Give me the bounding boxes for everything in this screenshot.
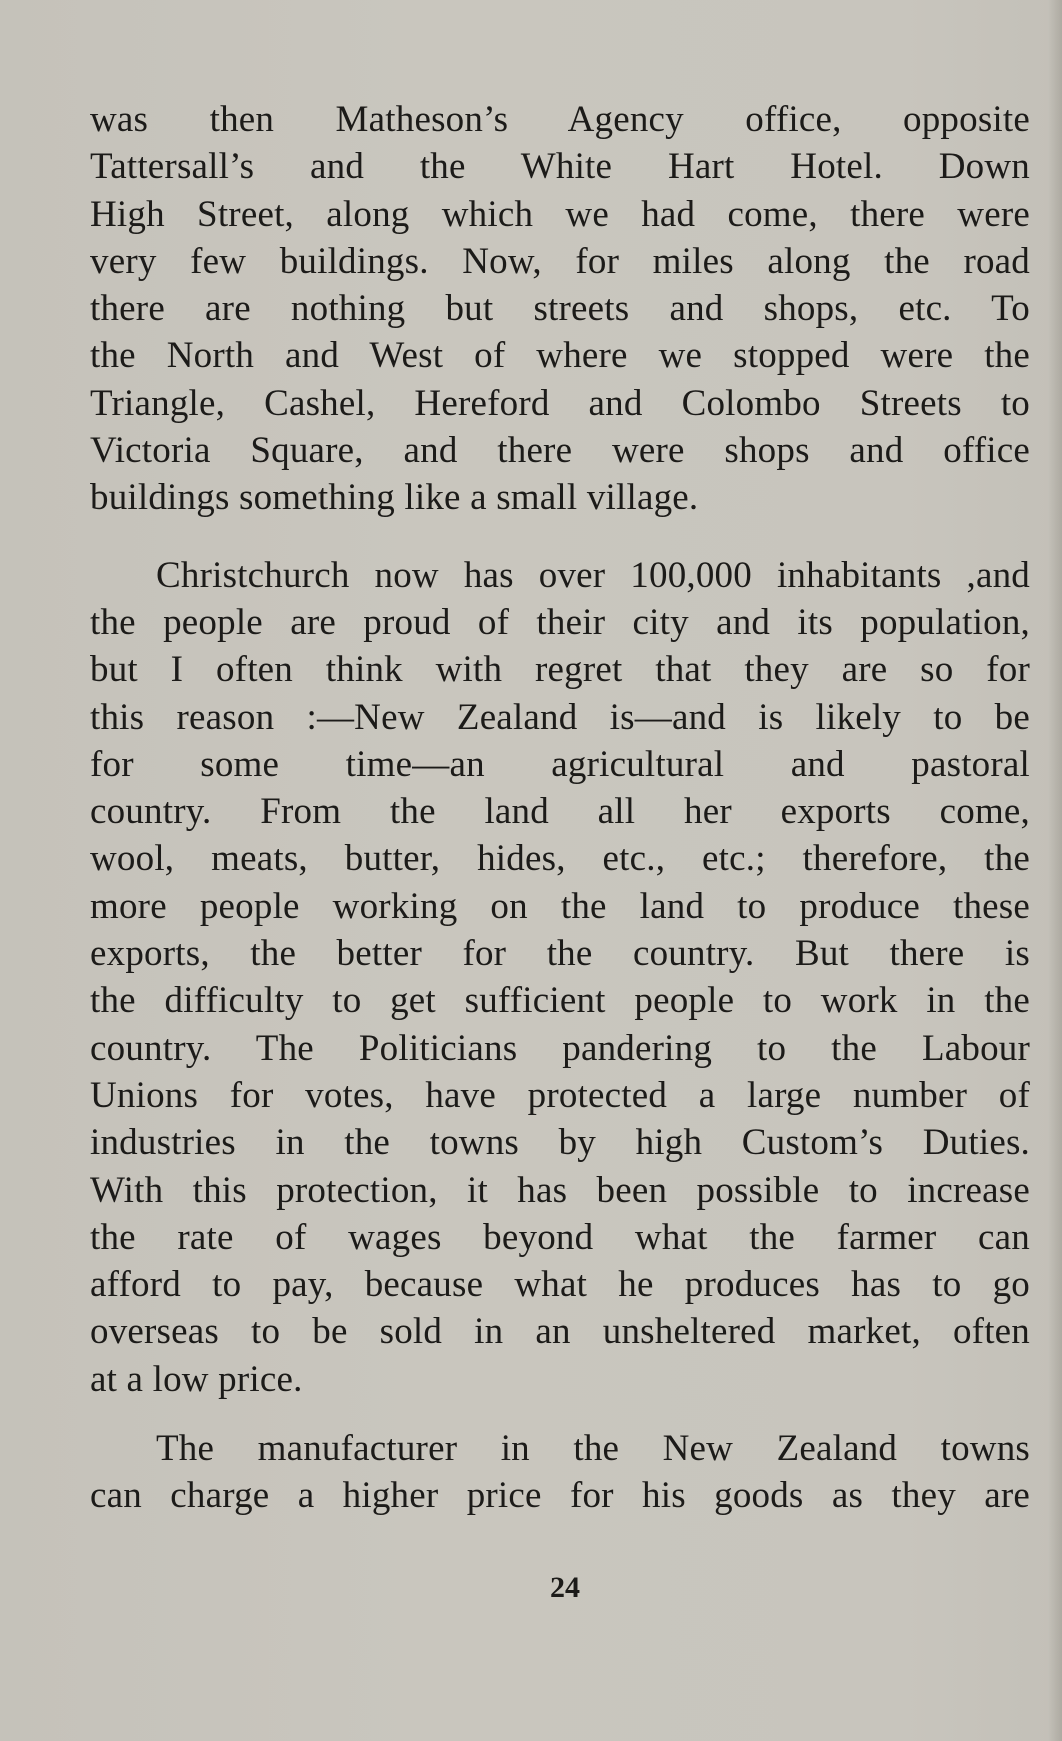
text-line: there are nothing but streets and shops, etc. To bbox=[90, 288, 1030, 330]
text-line: very few buildings. Now, for miles along the road bbox=[90, 240, 1030, 282]
text-line: The manufacturer in the New Zealand towns bbox=[156, 1428, 1030, 1470]
text-line: country. From the land all her exports come, bbox=[90, 791, 1030, 833]
paragraph-3 bbox=[90, 1425, 1030, 1520]
text-line: more people working on the land to produce these bbox=[90, 885, 1030, 927]
text-line: the difficulty to get sufficient people to work in the bbox=[90, 980, 1030, 1022]
text-line: overseas to be sold in an unsheltered market, often bbox=[90, 1311, 1030, 1353]
text-line: at a low price. bbox=[90, 1358, 303, 1400]
text-line: industries in the towns by high Custom’s Duties. bbox=[90, 1122, 1030, 1164]
text-line: Victoria Square, and there were shops and office bbox=[90, 430, 1030, 472]
text-line: the rate of wages beyond what the farmer can bbox=[90, 1216, 1030, 1258]
text-line: buildings something like a small village. bbox=[90, 477, 699, 519]
page-edge-shadow bbox=[1048, 0, 1062, 1741]
text-line: Unions for votes, have protected a large number of bbox=[90, 1074, 1030, 1116]
text-line: Triangle, Cashel, Hereford and Colombo Streets to bbox=[90, 382, 1030, 424]
text-line: exports, the better for the country. But there is bbox=[90, 933, 1030, 975]
text-line: High Street, along which we had come, there were bbox=[90, 193, 1030, 235]
text-line: the people are proud of their city and its population, bbox=[90, 601, 1030, 643]
text-line: Tattersall’s and the White Hart Hotel. Down bbox=[90, 146, 1030, 188]
text-line: but I often think with regret that they are so for bbox=[90, 649, 1030, 691]
text-line: the North and West of where we stopped were the bbox=[90, 335, 1030, 377]
text-line: country. The Politicians pandering to the Labour bbox=[90, 1027, 1030, 1069]
text-line: With this protection, it has been possible to increase bbox=[90, 1169, 1030, 1211]
text-line: for some time—an agricultural and pastoral bbox=[90, 743, 1030, 785]
text-line: wool, meats, butter, hides, etc., etc.; therefore, the bbox=[90, 838, 1030, 880]
paragraph-2 bbox=[90, 552, 1030, 1403]
text-line: can charge a higher price for his goods as they are bbox=[90, 1475, 1030, 1517]
text-line: Christchurch now has over 100,000 inhabitants ,and bbox=[156, 554, 1030, 596]
text-line: this reason :—New Zealand is—and is likely to be bbox=[90, 696, 1030, 738]
page-number: 24 bbox=[550, 1571, 580, 1604]
text-line: was then Matheson’s Agency office, opposite bbox=[90, 99, 1030, 140]
text-line: afford to pay, because what he produces has to go bbox=[90, 1264, 1030, 1306]
body-text bbox=[90, 96, 1030, 1520]
paragraph-1 bbox=[90, 96, 1030, 522]
